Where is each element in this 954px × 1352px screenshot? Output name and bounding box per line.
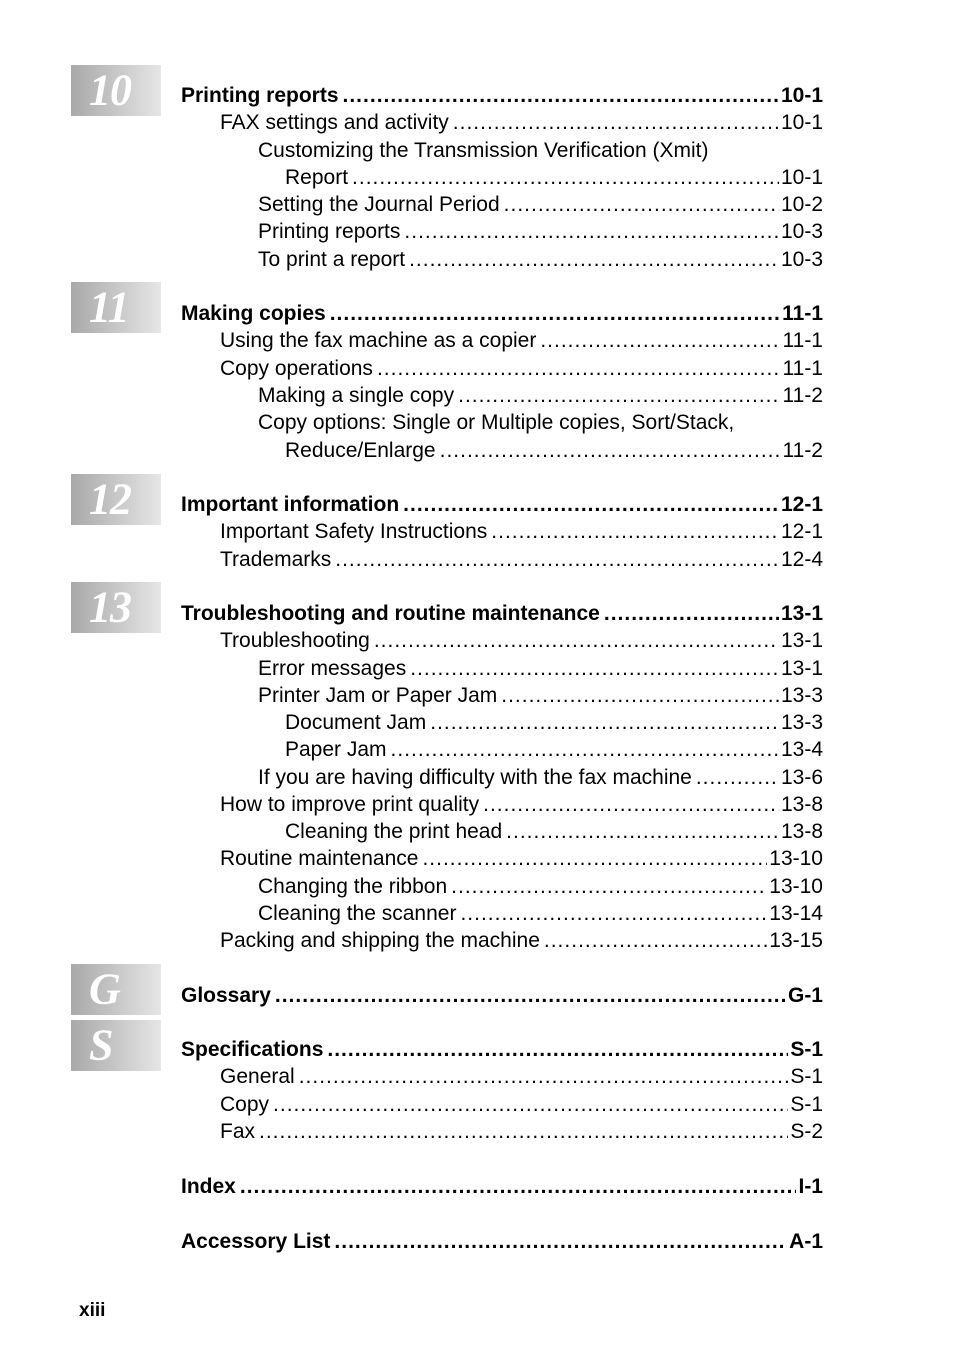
toc-entry-page: 13-6 xyxy=(780,766,823,789)
toc-entry[interactable] xyxy=(258,192,823,218)
toc-entry-label: FAX settings and activity xyxy=(220,111,449,134)
chapter-tab-10 xyxy=(71,65,161,116)
toc-entry[interactable] xyxy=(220,1064,823,1090)
toc-entry-label: Important Safety Instructions xyxy=(220,520,488,543)
dot-leader xyxy=(275,983,786,1009)
toc-entry[interactable] xyxy=(258,247,823,273)
toc-entry-label: Index xyxy=(181,1175,236,1198)
dot-leader xyxy=(458,383,780,409)
toc-entry[interactable] xyxy=(220,356,823,382)
dot-leader xyxy=(299,1064,789,1090)
toc-entry-page: 11-1 xyxy=(782,302,823,325)
toc-entry-page: 13-1 xyxy=(780,602,823,625)
toc-entry-label: Copy xyxy=(220,1093,270,1116)
toc-entry[interactable] xyxy=(258,683,823,709)
toc-entry-label: General xyxy=(220,1065,295,1088)
dot-leader xyxy=(506,819,779,845)
chapter-tab-11 xyxy=(71,282,161,333)
toc-entry-page: 13-14 xyxy=(769,902,823,925)
dot-leader xyxy=(696,765,779,791)
toc-entry[interactable] xyxy=(285,165,823,191)
toc-entry[interactable] xyxy=(258,383,823,409)
toc-entry-label[interactable]: Copy options: Single or Multiple copies, Sort/Stack, xyxy=(258,411,735,434)
toc-entry-page: 13-1 xyxy=(780,629,823,652)
dot-leader xyxy=(374,628,779,654)
dot-leader xyxy=(352,165,779,191)
dot-leader xyxy=(330,301,780,327)
dot-leader xyxy=(404,219,779,245)
dot-leader xyxy=(483,792,779,818)
chapter-number: 13 xyxy=(89,581,131,631)
dot-leader xyxy=(491,519,779,545)
toc-entry-page: G-1 xyxy=(787,984,823,1007)
dot-leader xyxy=(430,710,779,736)
toc-entry-label: Troubleshooting and routine maintenance xyxy=(181,602,600,625)
toc-entry-label[interactable]: Customizing the Transmission Verification (Xmit) xyxy=(258,139,709,162)
toc-entry-label: Cleaning the scanner xyxy=(258,902,457,925)
dot-leader xyxy=(410,656,779,682)
chapter-tab-glossary xyxy=(71,964,161,1015)
toc-entry[interactable] xyxy=(220,547,823,573)
toc-entry[interactable] xyxy=(220,519,823,545)
toc-entry[interactable] xyxy=(181,1174,823,1200)
chapter-number: 10 xyxy=(89,64,131,114)
dot-leader xyxy=(544,928,767,954)
toc-entry-label: Specifications xyxy=(181,1038,324,1061)
chapter-letter: S xyxy=(89,1019,113,1069)
chapter-tab-specifications xyxy=(71,1020,161,1071)
toc-entry-page: 10-1 xyxy=(780,84,823,107)
toc-entry[interactable] xyxy=(181,1037,823,1063)
chapter-tab-12 xyxy=(71,474,161,525)
chapter-number: 11 xyxy=(89,281,129,331)
toc-entry-page: 12-1 xyxy=(780,520,823,543)
toc-entry-label: Setting the Journal Period xyxy=(258,193,500,216)
toc-entry-page: 13-10 xyxy=(769,847,823,870)
toc-entry-page: 10-3 xyxy=(780,220,823,243)
toc-entry-label: Glossary xyxy=(181,984,271,1007)
toc-entry-label: Paper Jam xyxy=(285,738,387,761)
dot-leader xyxy=(540,328,780,354)
toc-entry[interactable] xyxy=(285,819,823,845)
toc-entry-page: S-1 xyxy=(790,1065,823,1088)
toc-entry[interactable] xyxy=(220,110,823,136)
dot-leader xyxy=(391,737,779,763)
dot-leader xyxy=(335,547,779,573)
toc-entry-label: Printing reports xyxy=(258,220,401,243)
toc-entry-page: 10-3 xyxy=(780,248,823,271)
toc-entry[interactable] xyxy=(181,983,823,1009)
toc-entry-label: Printing reports xyxy=(181,84,339,107)
toc-entry-label: Changing the ribbon xyxy=(258,875,448,898)
toc-entry-page: 10-1 xyxy=(780,166,823,189)
toc-entry-label: Important information xyxy=(181,493,400,516)
toc-entry[interactable] xyxy=(181,492,823,518)
chapter-tab-13 xyxy=(71,582,161,633)
toc-entry-label: To print a report xyxy=(258,248,406,271)
toc-entry[interactable] xyxy=(181,301,823,327)
toc-entry-page: 13-3 xyxy=(780,711,823,734)
page-number: xiii xyxy=(79,1300,106,1321)
toc-entry[interactable] xyxy=(258,901,823,927)
toc-entry-page: 13-10 xyxy=(769,875,823,898)
toc-entry-label: Making a single copy xyxy=(258,384,455,407)
toc-entry-label: If you are having difficulty with the fax machine xyxy=(258,766,692,789)
dot-leader xyxy=(327,1037,788,1063)
dot-leader xyxy=(343,83,779,109)
toc-entry[interactable] xyxy=(285,710,823,736)
chapter-number: 12 xyxy=(89,473,131,523)
toc-entry-label: Packing and shipping the machine xyxy=(220,929,540,952)
toc-entry-page: 11-1 xyxy=(782,329,823,352)
toc-entry[interactable] xyxy=(258,874,823,900)
toc-entry-label: Report xyxy=(285,166,349,189)
dot-leader xyxy=(501,683,779,709)
toc-entry-label: Trademarks xyxy=(220,548,332,571)
toc-entry[interactable] xyxy=(220,928,823,954)
toc-entry[interactable] xyxy=(220,846,823,872)
toc-entry-label: Troubleshooting xyxy=(220,629,370,652)
dot-leader xyxy=(460,901,767,927)
toc-entry-page: 10-1 xyxy=(780,111,823,134)
toc-entry-page: S-1 xyxy=(790,1038,823,1061)
dot-leader xyxy=(334,1229,787,1255)
toc-entry[interactable] xyxy=(220,792,823,818)
toc-entry[interactable] xyxy=(285,737,823,763)
toc-entry[interactable] xyxy=(258,656,823,682)
toc-entry[interactable] xyxy=(220,1119,823,1145)
toc-entry-page: I-1 xyxy=(798,1175,823,1198)
toc-entry-page: 13-4 xyxy=(780,738,823,761)
dot-leader xyxy=(422,846,767,872)
toc-entry-page: 11-2 xyxy=(782,384,823,407)
toc-entry-label: Document Jam xyxy=(285,711,427,734)
toc-entry-label: Error messages xyxy=(258,657,407,680)
toc-entry-label: Making copies xyxy=(181,302,326,325)
dot-leader xyxy=(273,1092,788,1118)
toc-entry-label: Using the fax machine as a copier xyxy=(220,329,537,352)
toc-entry-page: 13-8 xyxy=(780,793,823,816)
toc-entry-label: Accessory List xyxy=(181,1230,331,1253)
toc-entry[interactable] xyxy=(220,328,823,354)
toc-entry[interactable] xyxy=(181,1229,823,1255)
dot-leader xyxy=(440,438,781,464)
toc-entry-label: How to improve print quality xyxy=(220,793,480,816)
toc-entry-page: S-1 xyxy=(790,1093,823,1116)
dot-leader xyxy=(451,874,767,900)
toc-entry[interactable] xyxy=(258,219,823,245)
toc-entry[interactable] xyxy=(285,438,823,464)
toc-entry-page: 13-3 xyxy=(780,684,823,707)
dot-leader xyxy=(403,492,779,518)
toc-entry[interactable] xyxy=(181,601,823,627)
toc-entry-page: A-1 xyxy=(789,1230,823,1253)
dot-leader xyxy=(259,1119,788,1145)
toc-entry-page: S-2 xyxy=(790,1120,823,1143)
toc-entry-label: Reduce/Enlarge xyxy=(285,439,436,462)
toc-entry[interactable] xyxy=(258,765,823,791)
toc-entry-page: 13-1 xyxy=(780,657,823,680)
dot-leader xyxy=(240,1174,797,1200)
toc-entry-page: 12-1 xyxy=(780,493,823,516)
toc-entry-page: 13-15 xyxy=(769,929,823,952)
toc-entry[interactable] xyxy=(220,1092,823,1118)
toc-entry-label: Fax xyxy=(220,1120,256,1143)
toc-entry-label: Printer Jam or Paper Jam xyxy=(258,684,498,707)
toc-entry-label: Copy operations xyxy=(220,357,373,380)
chapter-letter: G xyxy=(89,963,120,1013)
dot-leader xyxy=(604,601,779,627)
toc-entry-page: 10-2 xyxy=(780,193,823,216)
toc-entry-page: 13-8 xyxy=(780,820,823,843)
toc-entry[interactable] xyxy=(220,628,823,654)
dot-leader xyxy=(409,247,779,273)
dot-leader xyxy=(377,356,781,382)
toc-entry-page: 11-2 xyxy=(782,439,823,462)
toc-entry-page: 11-1 xyxy=(782,357,823,380)
dot-leader xyxy=(453,110,779,136)
toc-entry-page: 12-4 xyxy=(780,548,823,571)
dot-leader xyxy=(504,192,779,218)
toc-entry[interactable] xyxy=(181,83,823,109)
toc-entry-label: Cleaning the print head xyxy=(285,820,503,843)
toc-entry-label: Routine maintenance xyxy=(220,847,419,870)
